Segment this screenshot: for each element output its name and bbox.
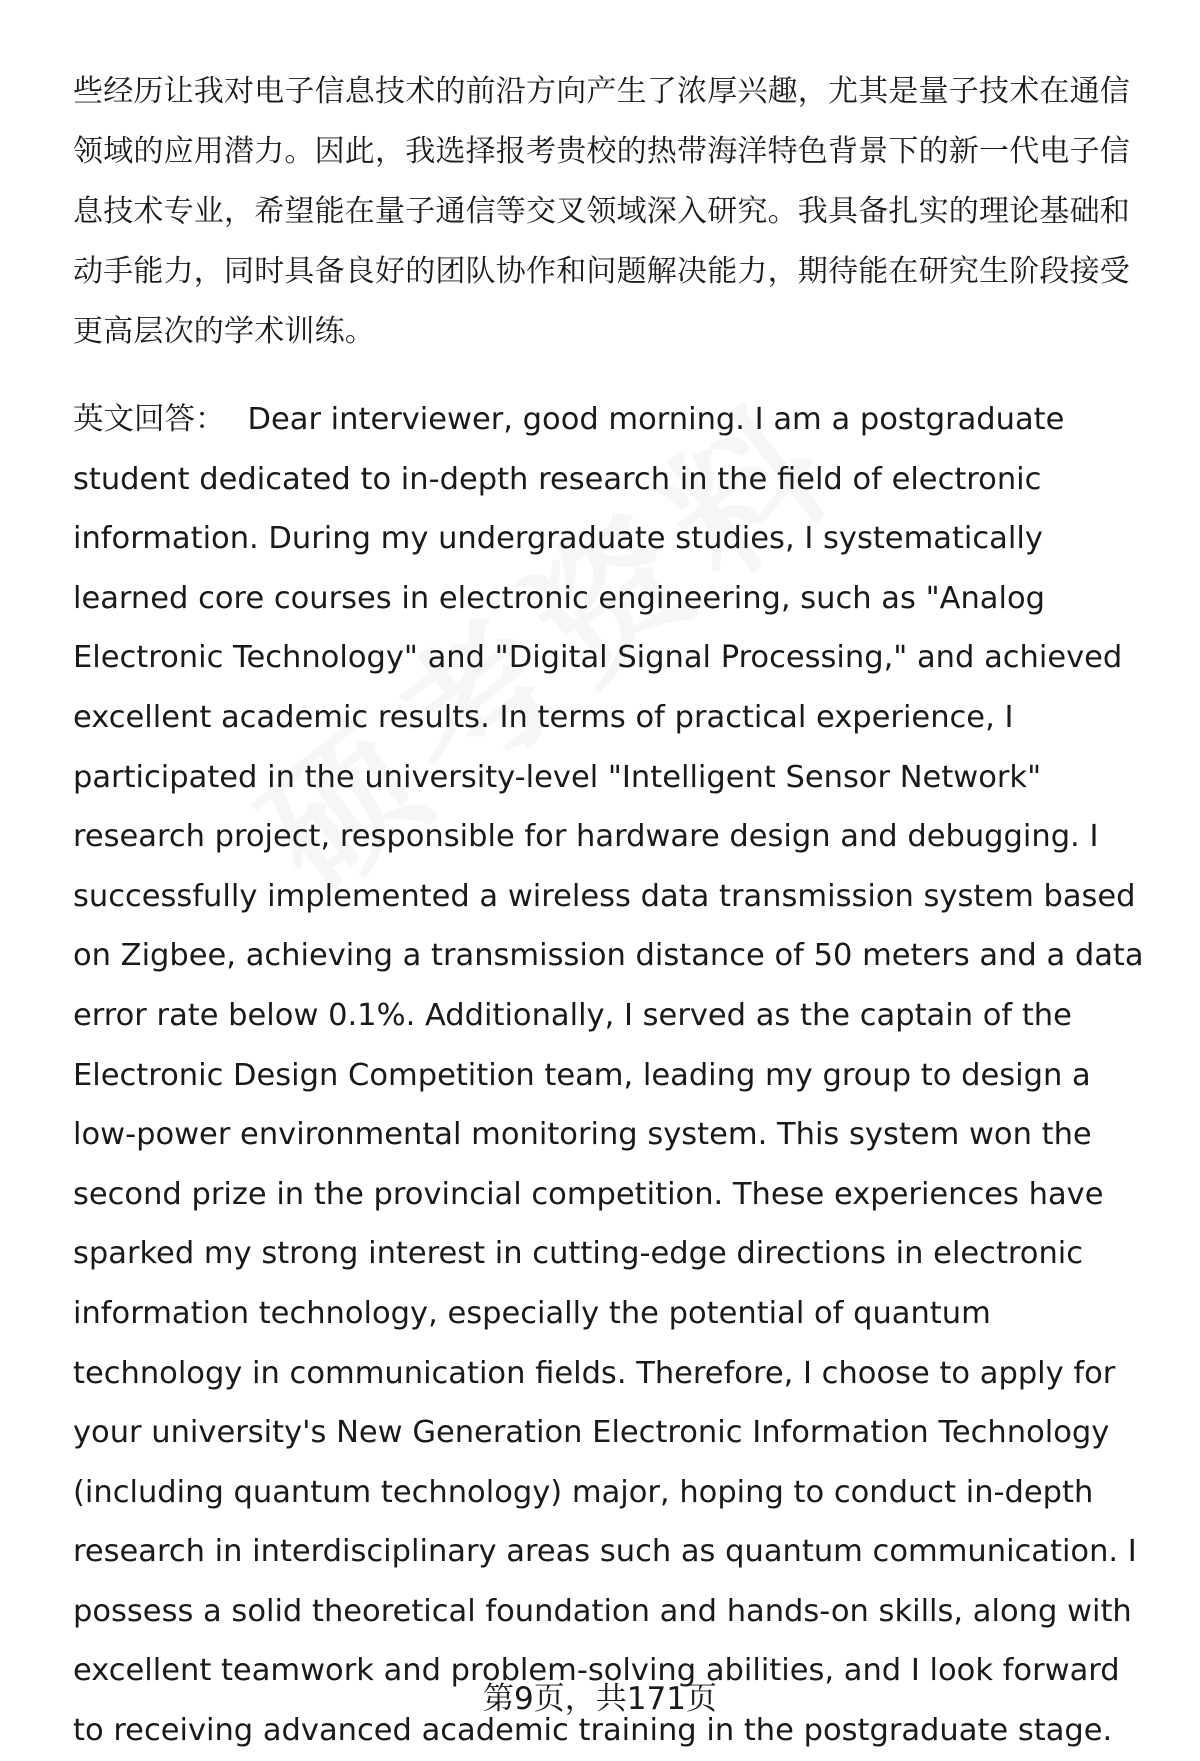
page-number-footer: 第9页，共171页 [483,1681,717,1717]
document-body [73,62,1153,1761]
english-answer-label: 英文回答： [73,402,226,437]
english-answer-paragraph [73,390,1153,1761]
english-answer-text: Dear interviewer, good morning. I am a postgraduate student dedicated to in-depth research in the field of electronic information. During my undergraduate studies, I systematically learned core courses in electronic engineering, such as "Analog Electronic Technology" and "Digital Signal Processing," and achieved excellent academic results. In terms of practical experience, I participated in the university-level "Intelligent Sensor Network" research project, responsible for hardware design and debugging. I successfully implemented a wireless data transmission system based on Zigbee, achieving a transmission distance of 50 meters and a data error rate below 0.1%. Additionally, I served as the captain of the Electronic Design Competition team, leading my group to design a low-power environmental monitoring system. This system won the second prize in the provincial competition. These experiences have sparked my strong interest in cutting-edge directions in electronic information technology, especially the potential of quantum technology in communication fields. Therefore, I choose to apply for your university's New Generation Electronic Information Technology (including quantum technology) major, hoping to conduct in-depth research in interdisciplinary areas such as quantum communication. I possess a solid theoretical foundation and hands-on skills, along with excellent teamwork and problem-solving abilities, and I look forward to receiving advanced academic training in the postgraduate stage. [73,402,1144,1749]
chinese-paragraph: 些经历让我对电子信息技术的前沿方向产生了浓厚兴趣，尤其是量子技术在通信领域的应用潜力。因此，我选择报考贵校的热带海洋特色背景下的新一代电子信息技术专业，希望能在量子通信等交叉领域深入研究。我具备扎实的理论基础和动手能力，同时具备良好的团队协作和问题解决能力，期待能在研究生阶段接受更高层次的学术训练。 [73,74,1130,349]
